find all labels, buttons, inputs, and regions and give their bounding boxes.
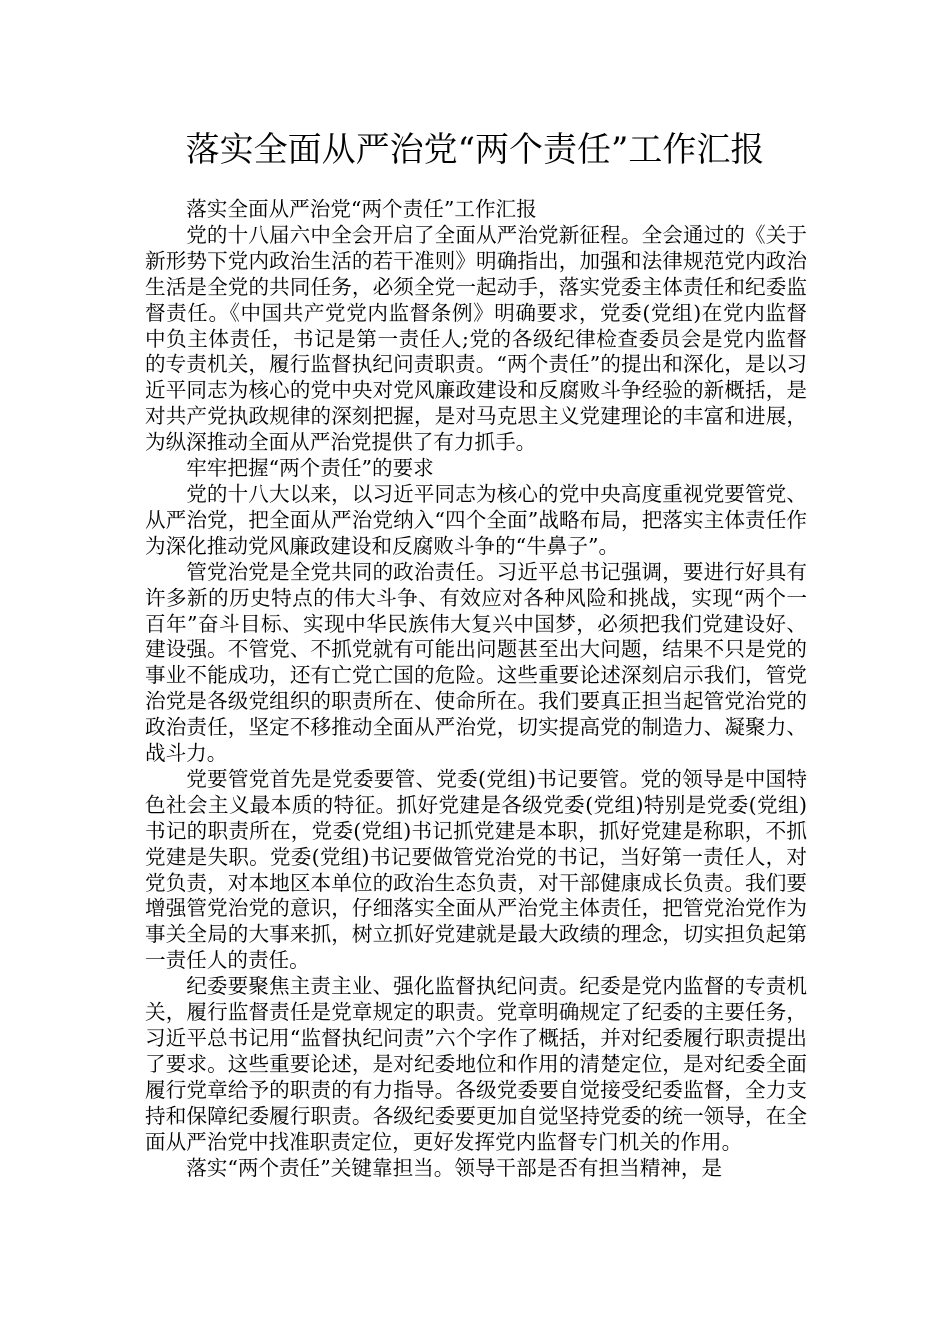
paragraph: 党要管党首先是党委要管、党委(党组)书记要管。党的领导是中国特色社会主义最本质的特征。抓好党建是各级党委(党组)特别是党委(党组)书记的职责所在，党委(党组)书记抓党建是本职，抓好党建是称职，不抓党建是失职。党委(党组)书记要做管党治党的书记，当好第一责任人，对党负责，对本地区本单位的政治生态负责，对干部健康成长负责。我们要增强管党治党的意识，仔细落实全面从严治党主体责任，把管党治党作为事关全局的大事来抓，树立抓好党建就是最大政绩的理念，切实担负起第一责任人的责任。 — [145, 766, 807, 973]
paragraph: 党的十八大以来，以习近平同志为核心的党中央高度重视党要管党、从严治党，把全面从严治党纳入“四个全面”战略布局，把落实主体责任作为深化推动党风廉政建设和反腐败斗争的“牛鼻子”。 — [145, 481, 807, 558]
paragraph-intro: 党的十八届六中全会开启了全面从严治党新征程。全会通过的《关于新形势下党内政治生活的若干准则》明确指出，加强和法律规范党内政治生活是全党的共同任务，必须全党一起动手，落实党委主体责任和纪委监督责任。《中国共产党党内监督条例》明确要求，党委(党组)在党内监督中负主体责任，书记是第一责任人;党的各级纪律检查委员会是党内监督的专责机关，履行监督执纪问责职责。“两个责任”的提出和深化，是以习近平同志为核心的党中央对党风廉政建设和反腐败斗争经验的新概括，是对共产党执政规律的深刻把握，是对马克思主义党建理论的丰富和进展，为纵深推动全面从严治党提供了有力抓手。 — [145, 222, 807, 455]
paragraph-subtitle: 落实全面从严治党“两个责任”工作汇报 — [186, 197, 537, 221]
document-body — [145, 197, 807, 1181]
paragraph: 落实“两个责任”关键靠担当。领导干部是否有担当精神，是 — [186, 1155, 723, 1180]
document-title: 落实全面从严治党“两个责任”工作汇报 — [185, 130, 765, 170]
paragraph: 管党治党是全党共同的政治责任。习近平总书记强调，要进行好具有许多新的历史特点的伟大斗争、有效应对各种风险和挑战，实现“两个一百年”奋斗目标、实现中华民族伟大复兴中国梦，必须把我们党建设好、建设强。不管党、不抓党就有可能出问题甚至出大问题，结果不只是党的事业不能成功，还有亡党亡国的危险。这些重要论述深刻启示我们，管党治党是各级党组织的职责所在、使命所在。我们要真正担当起管党治党的政治责任，坚定不移推动全面从严治党，切实提高党的制造力、凝聚力、战斗力。 — [145, 559, 807, 766]
paragraph: 纪委要聚焦主责主业、强化监督执纪问责。纪委是党内监督的专责机关，履行监督责任是党章规定的职责。党章明确规定了纪委的主要任务，习近平总书记用“监督执纪问责”六个字作了概括，并对纪委履行职责提出了要求。这些重要论述，是对纪委地位和作用的清楚定位，是对纪委全面履行党章给予的职责的有力指导。各级党委要自觉接受纪委监督，全力支持和保障纪委履行职责。各级纪委要更加自觉坚持党委的统一领导，在全面从严治党中找准职责定位，更好发挥党内监督专门机关的作用。 — [145, 974, 807, 1154]
section-heading: 牢牢把握“两个责任”的要求 — [186, 456, 434, 481]
